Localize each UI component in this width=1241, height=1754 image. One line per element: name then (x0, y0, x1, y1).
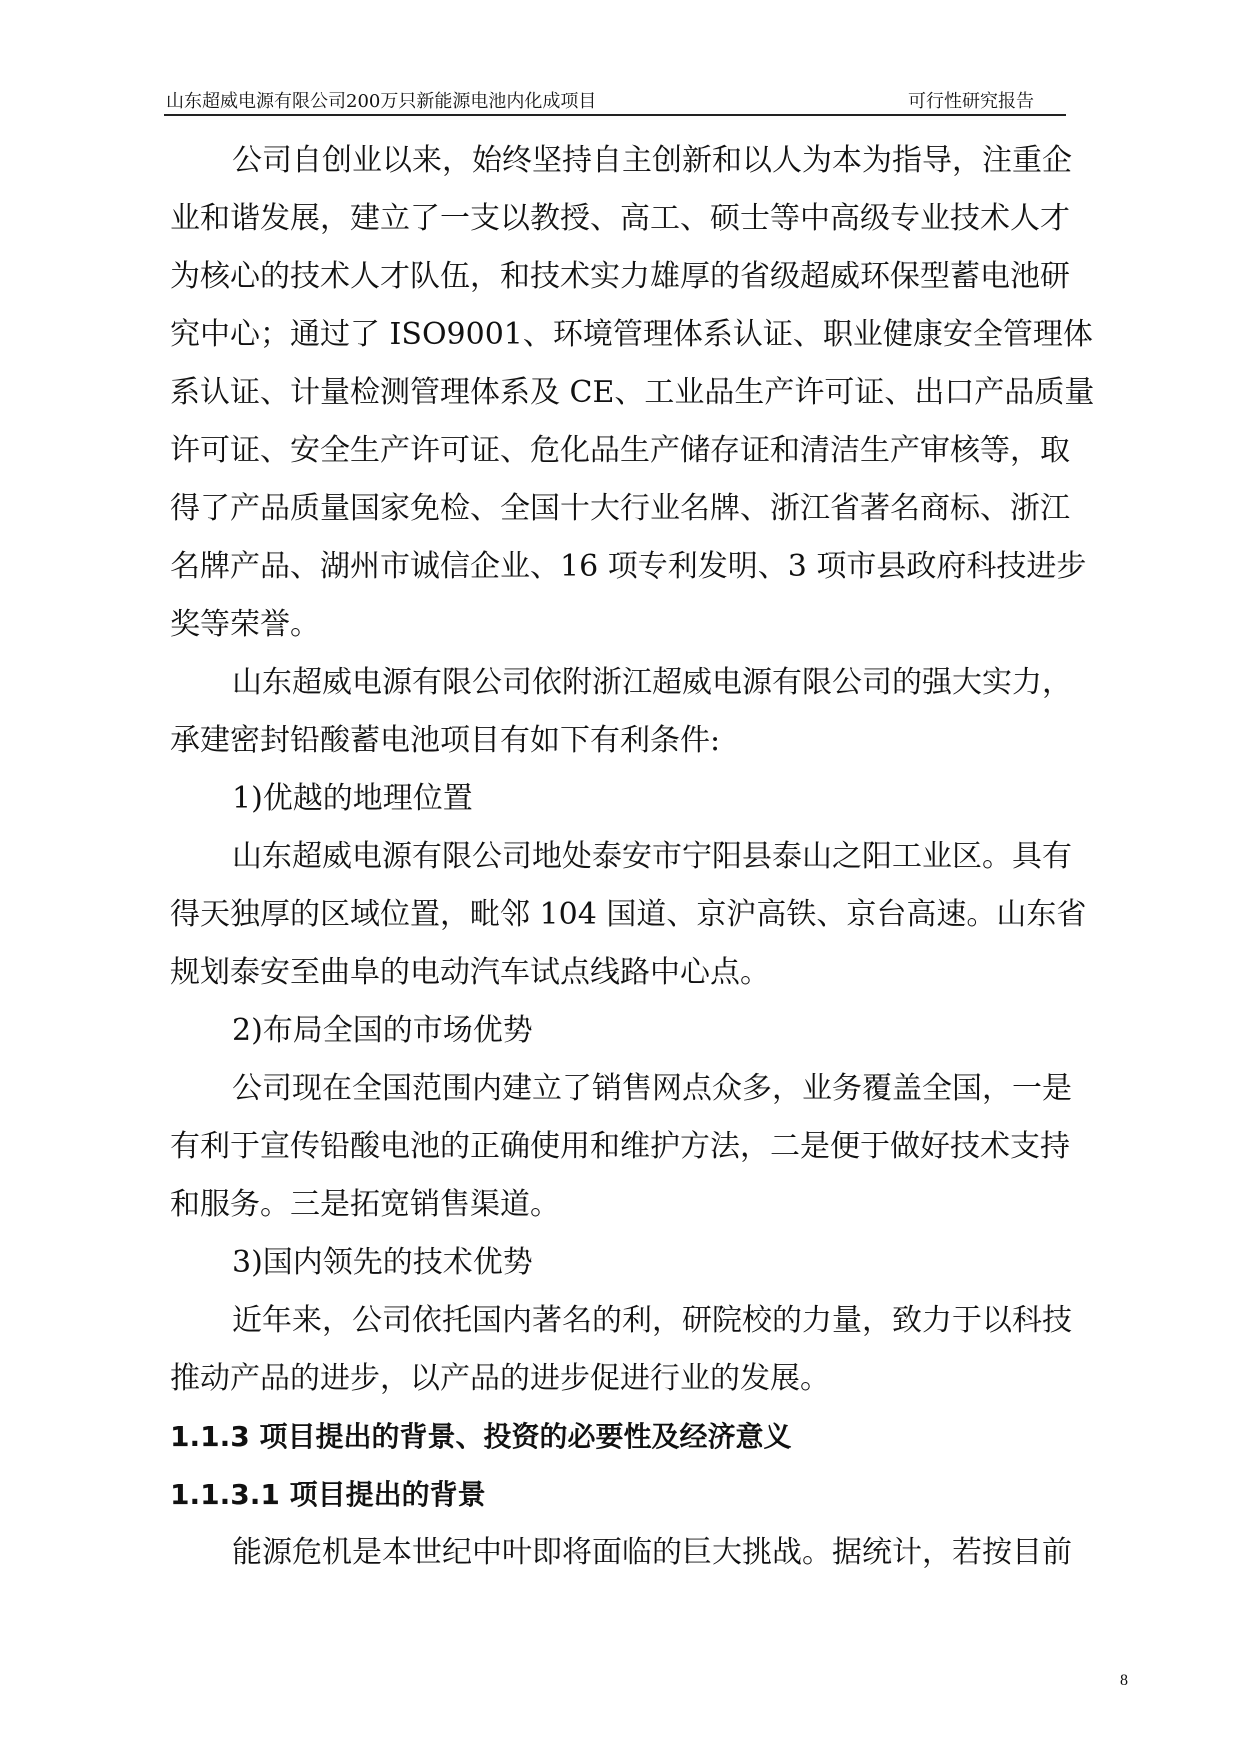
header-report-type: 可行性研究报告 (908, 91, 1034, 112)
header-project-title: 山东超威电源有限公司200万只新能源电池内化成项目 (166, 91, 597, 112)
text-line: 2)布局全国的市场优势 (232, 1013, 533, 1048)
text-line: 能源危机是本世纪中叶即将面临的巨大挑战。据统计，若按目前 (232, 1535, 1072, 1570)
text-line: 近年来，公司依托国内著名的利，研院校的力量，致力于以科技 (232, 1303, 1072, 1338)
text-line: 1)优越的地理位置 (232, 781, 473, 816)
text-line: 奖等荣誉。 (170, 607, 320, 642)
text-line: 有利于宣传铅酸电池的正确使用和维护方法，二是便于做好技术支持 (170, 1129, 1070, 1164)
text-line: 和服务。三是拓宽销售渠道。 (170, 1187, 560, 1222)
text-line: 许可证、安全生产许可证、危化品生产储存证和清洁生产审核等，取 (170, 433, 1070, 468)
text-line: 得天独厚的区域位置，毗邻 104 国道、京沪高铁、京台高速。山东省 (170, 897, 1087, 932)
text-line: 为核心的技术人才队伍，和技术实力雄厚的省级超威环保型蓄电池研 (170, 259, 1070, 294)
text-line: 业和谐发展，建立了一支以教授、高工、硕士等中高级专业技术人才 (170, 201, 1070, 236)
text-line: 3)国内领先的技术优势 (232, 1245, 533, 1280)
header-divider (164, 114, 1066, 116)
text-line: 得了产品质量国家免检、全国十大行业名牌、浙江省著名商标、浙江 (170, 491, 1070, 526)
text-line: 山东超威电源有限公司依附浙江超威电源有限公司的强大实力， (232, 665, 1072, 700)
text-line: 系认证、计量检测管理体系及 CE、工业品生产许可证、出口产品质量 (170, 375, 1095, 410)
text-line: 名牌产品、湖州市诚信企业、16 项专利发明、3 项市县政府科技进步 (170, 549, 1087, 584)
section-heading: 1.1.3.1 项目提出的背景 (170, 1478, 486, 1511)
page-number: 8 (1120, 1672, 1128, 1689)
page-header (166, 84, 1064, 116)
section-heading: 1.1.3 项目提出的背景、投资的必要性及经济意义 (170, 1420, 792, 1453)
text-line: 承建密封铅酸蓄电池项目有如下有利条件: (170, 723, 721, 758)
text-line: 公司自创业以来，始终坚持自主创新和以人为本为指导，注重企 (232, 143, 1072, 178)
text-line: 公司现在全国范围内建立了销售网点众多，业务覆盖全国，一是 (232, 1071, 1072, 1106)
text-line: 推动产品的进步，以产品的进步促进行业的发展。 (170, 1361, 830, 1396)
text-line: 山东超威电源有限公司地处泰安市宁阳县泰山之阳工业区。具有 (232, 839, 1072, 874)
text-line: 规划泰安至曲阜的电动汽车试点线路中心点。 (170, 955, 770, 990)
text-line: 究中心；通过了 ISO9001、环境管理体系认证、职业健康安全管理体 (170, 317, 1093, 352)
document-body (170, 132, 1100, 1582)
